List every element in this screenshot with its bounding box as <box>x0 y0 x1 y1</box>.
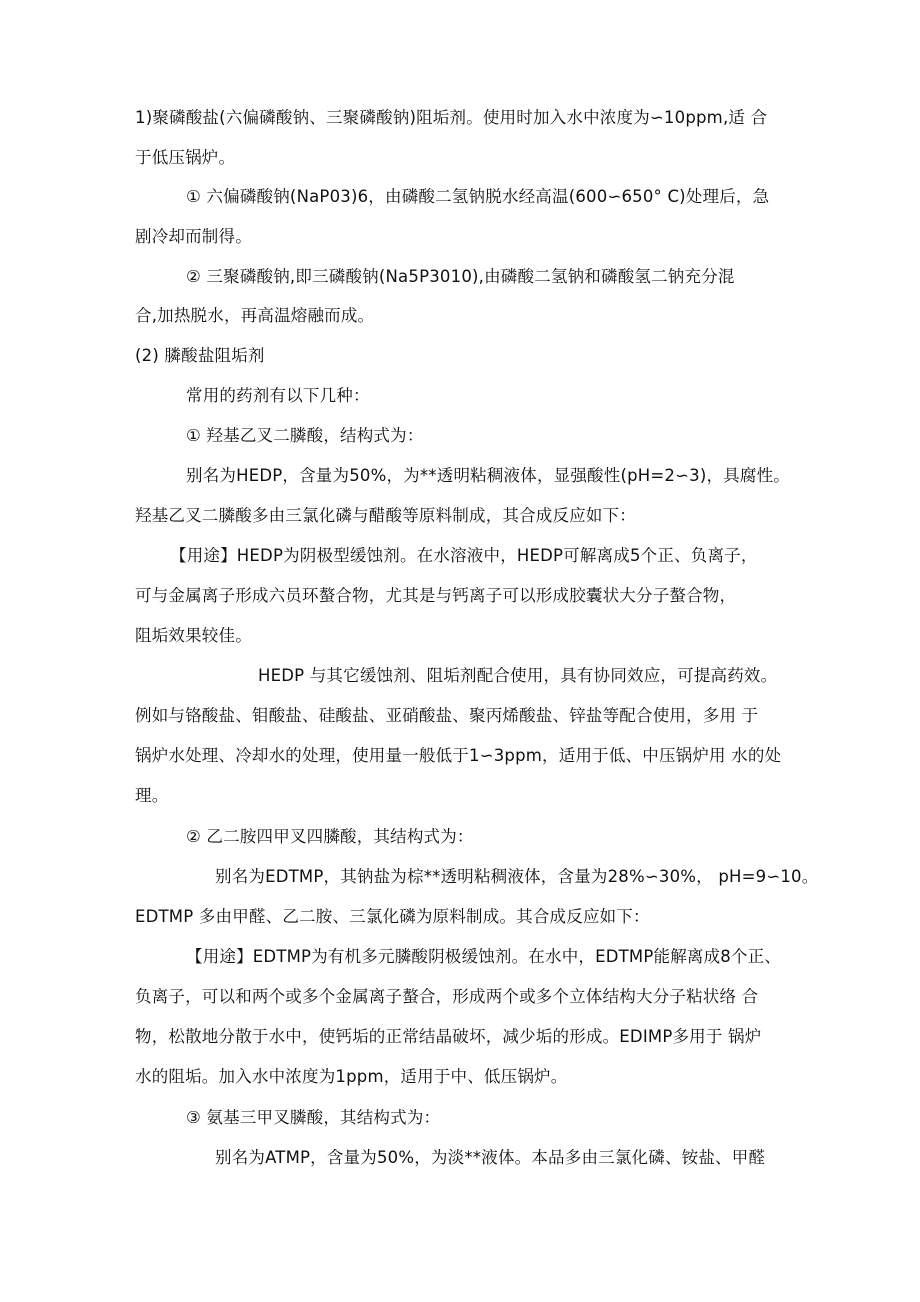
text-line: ② 乙二胺四甲叉四膦酸，其结构式为： <box>186 827 474 846</box>
text-line: ③ 氨基三甲叉膦酸，其结构式为： <box>186 1108 441 1127</box>
text-line: 例如与铬酸盐、钼酸盐、硅酸盐、亚硝酸盐、聚丙烯酸盐、锌盐等配合使用，多用 于 <box>135 706 759 725</box>
text-line: 物，松散地分散于水中，使钙垢的正常结晶破坏，减少垢的形成。EDIMP多用于 锅炉 <box>135 1027 762 1046</box>
text-line: 负离子，可以和两个或多个金属离子螯合，形成两个或多个立体结构大分子粘状络 合 <box>135 987 759 1006</box>
text-line: ① 羟基乙叉二膦酸，结构式为： <box>186 426 424 445</box>
section-heading: (2) 膦酸盐阻垢剂 <box>135 346 265 365</box>
text-line: 可与金属离子形成六员环螯合物，尤其是与钙离子可以形成胶囊状大分子螯合物， <box>135 586 737 605</box>
text-line: 常用的药剂有以下几种： <box>186 386 370 405</box>
text-line: 理。 <box>135 786 169 805</box>
text-line: 【用途】HEDP为阴极型缓蚀剂。在水溶液中，HEDP可解离成5个正、负离子， <box>170 546 758 565</box>
text-line: EDTMP 多由甲醛、乙二胺、三氯化磷为原料制成。其合成反应如下： <box>135 907 650 926</box>
text-line: 阻垢效果较佳。 <box>135 626 252 645</box>
text-line: 于低压锅炉。 <box>135 148 236 167</box>
text-line: 水的阻垢。加入水中浓度为1ppm，适用于中、低压锅炉。 <box>135 1067 568 1086</box>
text-line: 合,加热脱水，再高温熔融而成。 <box>135 306 375 325</box>
text-line: 剧冷却而制得。 <box>135 227 252 246</box>
text-line: ② 三聚磷酸钠,即三磷酸钠(Na5P3010),由磷酸二氢钠和磷酸氢二钠充分混 <box>186 267 735 286</box>
text-line: 别名为EDTMP，其钠盐为棕**透明粘稠液体，含量为28%∽30%， pH=9∽10。 <box>215 867 819 886</box>
text-line: 羟基乙叉二膦酸多由三氯化磷与醋酸等原料制成，其合成反应如下： <box>135 506 636 525</box>
text-line: 【用途】EDTMP为有机多元膦酸阴极缓蚀剂。在水中，EDTMP能解离成8个正、 <box>186 947 782 966</box>
text-line: 别名为ATMP，含量为50%，为淡**液体。本品多由三氯化磷、铵盐、甲醛 <box>215 1148 766 1167</box>
text-line: 1)聚磷酸盐(六偏磷酸钠、三聚磷酸钠)阻垢剂。使用时加入水中浓度为∽10ppm,适 合 <box>135 108 768 127</box>
text-line: 别名为HEDP，含量为50%，为**透明粘稠液体，显强酸性(pH=2∽3)，具腐性。 <box>186 466 790 485</box>
text-line: HEDP 与其它缓蚀剂、阻垢剂配合使用，具有协同效应，可提高药效。 <box>258 666 778 685</box>
text-line: ① 六偏磷酸钠(NaP03)6，由磷酸二氢钠脱水经高温(600∽650° C)处理后，急 <box>186 187 770 206</box>
text-line: 锅炉水处理、冷却水的处理，使用量一般低于1∽3ppm，适用于低、中压锅炉用 水的处 <box>135 746 782 765</box>
